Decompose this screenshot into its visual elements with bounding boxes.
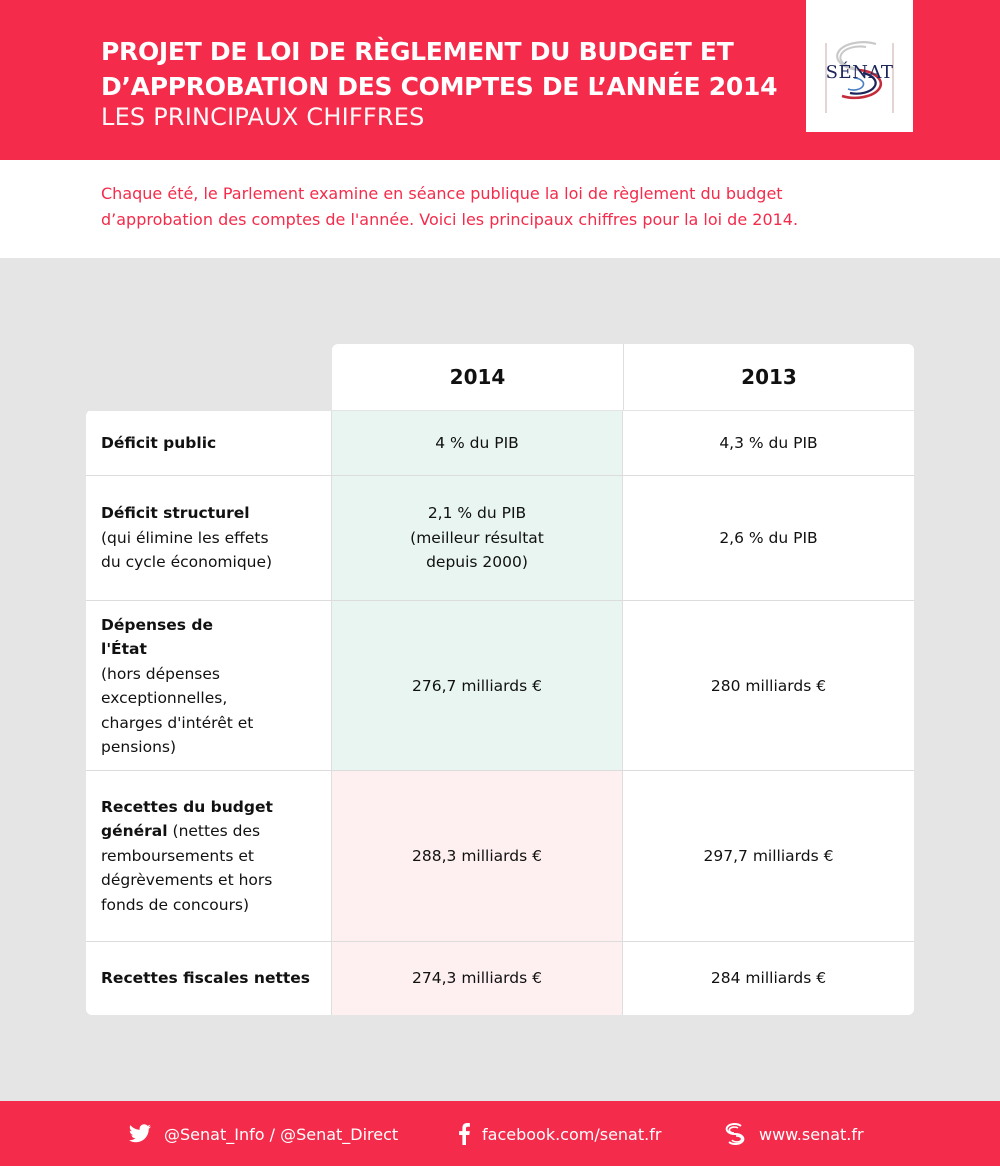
intro-section <box>0 160 1000 258</box>
value-2014: 4 % du PIB <box>332 411 623 476</box>
row-label-detail: (qui élimine les effets du cycle économique) <box>101 528 273 572</box>
value-2013: 4,3 % du PIB <box>719 434 818 453</box>
row-label-bold: Recettes du budget général <box>101 797 273 841</box>
title-line-1: PROJET DE LOI DE RÈGLEMENT DU BUDGET ET <box>101 37 734 66</box>
footer-bar <box>0 1101 1000 1166</box>
table-row <box>86 770 914 941</box>
value-2013: 284 milliards € <box>710 969 827 988</box>
page-title <box>101 34 781 104</box>
twitter-handles: @Senat_Info / @Senat_Direct <box>164 1124 399 1144</box>
row-label <box>86 942 332 1015</box>
value-2014 <box>332 476 623 600</box>
facebook-icon <box>458 1123 470 1145</box>
facebook-link[interactable] <box>458 1121 661 1147</box>
value-2014: 276,7 milliards € <box>332 601 623 771</box>
row-label-detail: (nettes des remboursements et dégrèvements et hors fonds de concours) <box>101 822 273 914</box>
row-label <box>86 771 332 941</box>
table-row <box>86 600 914 771</box>
column-header-2013: 2013 <box>623 344 914 410</box>
table-row <box>86 410 914 476</box>
value-2014: 288,3 milliards € <box>332 771 623 941</box>
senat-icon <box>723 1122 747 1146</box>
table-row <box>86 941 914 1015</box>
website-url: www.senat.fr <box>759 1124 864 1144</box>
intro-text: Chaque été, le Parlement examine en séance publique la loi de règlement du budget d’approbation des comptes de l'année. Voici les principaux chiffres pour la loi de 2014. <box>101 184 799 229</box>
twitter-icon <box>128 1124 152 1144</box>
value-2013: 280 milliards € <box>710 676 827 695</box>
table-header <box>332 344 914 410</box>
value-2014-text: 2,1 % du PIB (meilleur résultat depuis 2000) <box>410 504 544 572</box>
senat-logo <box>806 0 913 132</box>
twitter-link[interactable] <box>128 1121 398 1147</box>
title-line-2: D’APPROBATION DES COMPTES DE L’ANNÉE 2014 <box>101 72 778 101</box>
facebook-url: facebook.com/senat.fr <box>482 1124 662 1144</box>
row-label-bold: Déficit structurel <box>101 504 250 523</box>
figures-table <box>86 410 914 1015</box>
table-row <box>86 475 914 600</box>
page-subtitle: LES PRINCIPAUX CHIFFRES <box>101 103 425 131</box>
row-label-bold: Dépenses de l'État <box>101 615 213 658</box>
column-header-2014: 2014 <box>449 365 506 389</box>
logo-wordmark: SÉNAT <box>825 62 894 83</box>
website-link[interactable] <box>723 1121 864 1147</box>
row-label <box>86 411 332 476</box>
value-2013: 2,6 % du PIB <box>719 528 818 547</box>
value-2014: 274,3 milliards € <box>332 942 623 1015</box>
row-label-bold: Recettes fiscales nettes <box>101 969 311 988</box>
row-label <box>86 601 332 771</box>
header-banner <box>0 0 1000 160</box>
row-label-bold: Déficit public <box>101 434 217 453</box>
row-label <box>86 476 332 600</box>
row-label-detail: (hors dépenses exceptionnelles, charges d'intérêt et pensions) <box>101 664 254 756</box>
value-2013: 297,7 milliards € <box>703 846 834 865</box>
